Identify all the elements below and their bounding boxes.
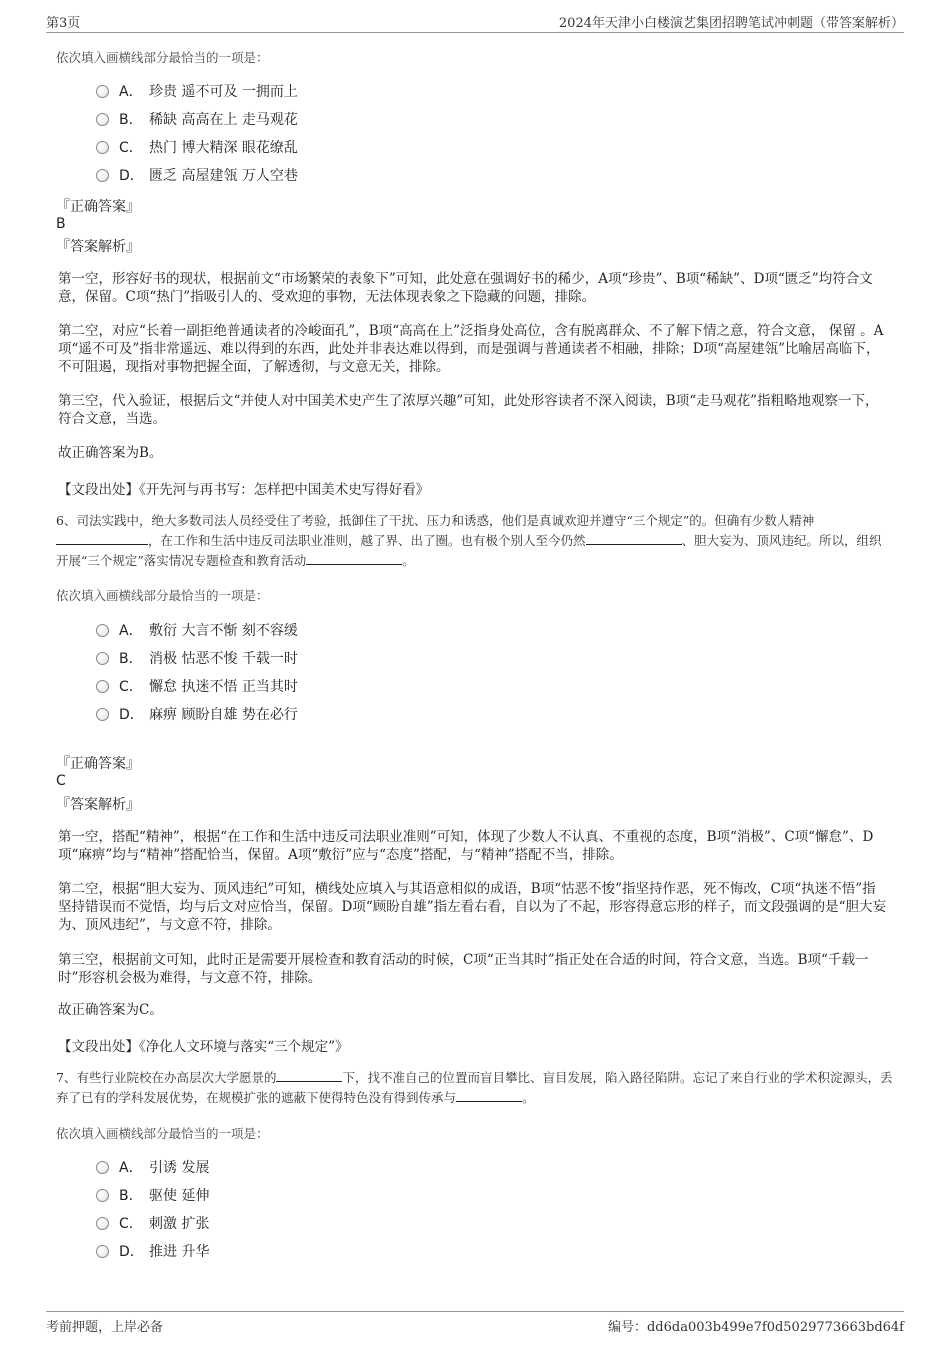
q7-question: 7、有些行业院校在办高层次大学愿景的 下，找不准自己的位置而盲目攀比、盲目发展，陷入路径陷阱。忘记了来自行业的学术积淀源头，丢弃了已有的学科发展优势，在规模扩张的遮蔽下使得特色没有得到传承与 。	[56, 1070, 893, 1105]
q5-source: 【文段出处】《开先河与再书写：怎样把中国美术史写得好看》	[58, 482, 430, 498]
radio-icon[interactable]	[96, 652, 109, 665]
q6-analysis-para: 第一空，搭配“精神”，根据“在工作和生活中违反司法职业准则”可知，体现了少数人不认真、不重视的态度，B项“消极”、C项“懈怠”、D项“麻痹”均与“精神”搭配恰当，保留。A项“敷衍”应与“态度”搭配，与“精神”搭配不当，排除。	[58, 829, 874, 863]
q6-analysis-label: 『答案解析』	[56, 797, 140, 813]
q5-option-d[interactable]: D． 匮乏 高屋建瓴 万人空巷	[96, 166, 298, 186]
footer-slogan: 考前押题，上岸必备	[46, 1320, 164, 1335]
q6-answer-label: 『正确答案』	[56, 756, 140, 772]
blank-line	[586, 531, 682, 545]
blank-line	[56, 531, 148, 545]
radio-icon[interactable]	[96, 1189, 109, 1202]
q6-analysis-para: 第二空，根据“胆大妄为、顶风违纪”可知，横线处应填入与其语意相似的成语，B项“怙恶不悛”指坚持作恶，死不悔改，C项“执迷不悟”指坚持错误而不觉悟，均与后文对应恰当，保留。D项“顾盼自雄”指左看右看，自以为了不起，形容得意忘形的样子，而文段强调的是“胆大妄为、顶风违纪”，与文意不符，排除。	[58, 881, 887, 933]
blank-line	[276, 1068, 342, 1082]
q5-analysis-label: 『答案解析』	[56, 239, 140, 255]
q6-analysis-para: 第三空，根据前文可知，此时正是需要开展检查和教育活动的时候，C项“正当其时”指正处在合适的时间，符合文意，当选。B项“千载一时”形容机会极为难得，与文意不符，排除。	[58, 952, 869, 986]
q7-option-b[interactable]: B． 驱使 延伸	[96, 1186, 209, 1206]
q6-answer: C	[56, 773, 66, 789]
q7-option-d[interactable]: D． 推进 升华	[96, 1242, 209, 1262]
radio-icon[interactable]	[96, 169, 109, 182]
blank-line	[306, 551, 402, 565]
radio-icon[interactable]	[96, 624, 109, 637]
q6-question: 6、司法实践中，绝大多数司法人员经受住了考验，抵御住了干扰、压力和诱惑，他们是真诚欢迎并遵守“三个规定”的。但确有少数人精神，在工作和生活中违反司法职业准则，越了界、出了圈。也有极个别人至今仍然 、胆大妄为、顶风违纪。所以，组织开展“三个规定”落实情况专题检查和教育活动 。	[56, 513, 882, 568]
q5-analysis-para: 第三空，代入验证，根据后文“并使人对中国美术史产生了浓厚兴趣”可知，此处形容读者不深入阅读，B项“走马观花”指粗略地观察一下，符合文意，当选。	[58, 393, 879, 427]
q5-option-a[interactable]: A． 珍贵 遥不可及 一拥而上	[96, 82, 298, 102]
radio-icon[interactable]	[96, 85, 109, 98]
q5-analysis-para: 第一空，形容好书的现状，根据前文“市场繁荣的表象下”可知，此处意在强调好书的稀少，A项“珍贵”、B项“稀缺”、D项“匮乏”均符合文意，保留。C项“热门”指吸引人的、受欢迎的事物，无法体现表象之下隐藏的问题，排除。	[58, 271, 873, 305]
q6-option-d[interactable]: D． 麻痹 顾盼自雄 势在必行	[96, 705, 298, 725]
q7-option-c[interactable]: C． 刺激 扩张	[96, 1214, 209, 1234]
blank-line	[456, 1088, 522, 1102]
radio-icon[interactable]	[96, 680, 109, 693]
footer-divider	[46, 1311, 904, 1312]
radio-icon[interactable]	[96, 1217, 109, 1230]
q6-option-c[interactable]: C． 懈怠 执迷不悟 正当其时	[96, 677, 298, 697]
radio-icon[interactable]	[96, 113, 109, 126]
q5-answer-label: 『正确答案』	[56, 199, 140, 215]
q5-analysis-para: 第二空，对应“长着一副拒绝普通读者的冷峻面孔”，B项“高高在上”泛指身处高位，含有脱离群众、不了解下情之意，符合文意， 保留 。A项“遥不可及”指非常遥远、难以得到的东西，此处并非表达难以得到，而是强调与普通读者不相融，排除；D项“高屋建瓴”比喻居高临下，不可阻遏，现指对事物把握全面，了解透彻，与文意无关，排除。	[58, 323, 884, 375]
q5-option-c[interactable]: C． 热门 博大精深 眼花缭乱	[96, 138, 298, 158]
radio-icon[interactable]	[96, 1161, 109, 1174]
q5-prompt: 依次填入画横线部分最恰当的一项是：	[56, 50, 269, 65]
q6-prompt: 依次填入画横线部分最恰当的一项是：	[56, 588, 269, 603]
q6-option-a[interactable]: A． 敷衍 大言不惭 刻不容缓	[96, 621, 298, 641]
q6-analysis-conclusion: 故正确答案为C。	[58, 1002, 163, 1018]
header-divider	[46, 32, 904, 33]
q6-source: 【文段出处】《净化人文环境与落实“三个规定”》	[58, 1039, 349, 1055]
q7-option-a[interactable]: A． 引诱 发展	[96, 1158, 209, 1178]
footer-code: 编号：dd6da003b499e7f0d5029773663bd64f	[607, 1320, 904, 1335]
q5-option-b[interactable]: B． 稀缺 高高在上 走马观花	[96, 110, 298, 130]
q7-prompt: 依次填入画横线部分最恰当的一项是：	[56, 1126, 269, 1141]
page-number: 第3页	[46, 16, 81, 31]
q5-analysis-conclusion: 故正确答案为B。	[58, 445, 163, 461]
radio-icon[interactable]	[96, 141, 109, 154]
q5-answer: B	[56, 216, 66, 232]
document-title: 2024年天津小白楼演艺集团招聘笔试冲刺题（带答案解析）	[558, 16, 904, 31]
radio-icon[interactable]	[96, 708, 109, 721]
q6-option-b[interactable]: B． 消极 怙恶不悛 千载一时	[96, 649, 298, 669]
radio-icon[interactable]	[96, 1245, 109, 1258]
